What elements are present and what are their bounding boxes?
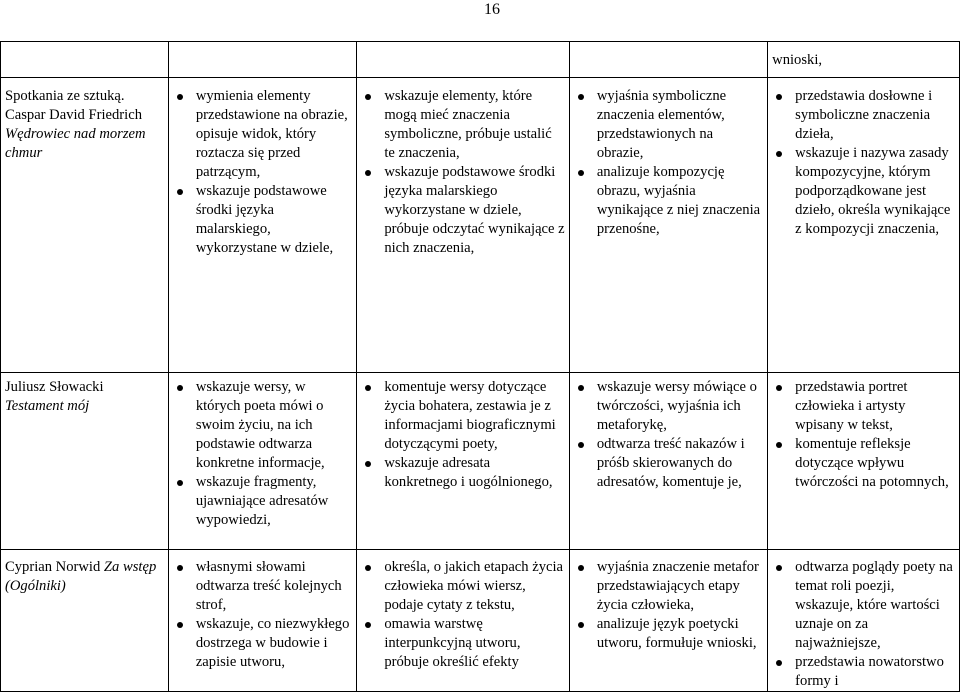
- list-item: wskazuje elementy, które mogą mieć znaczenia symboliczne, próbuje ustalić te znaczenia,: [361, 87, 565, 163]
- work-author: Friedrich: [88, 107, 142, 123]
- table-cell-empty: [357, 42, 570, 78]
- list-item: odtwarza poglądy poety na temat roli poezji, wskazuje, które wartości uznaje on za najważniejsze,: [772, 558, 955, 653]
- requirement-list: [574, 378, 763, 492]
- list-item: wyjaśnia znaczenie metafor przedstawiających etapy życia człowieka,: [574, 558, 763, 615]
- requirement-cell: [569, 78, 767, 373]
- requirement-list: [361, 87, 565, 258]
- list-item: przedstawia dosłowne i symboliczne znaczenia dzieła,: [772, 87, 955, 144]
- list-item: wskazuje adresata konkretnego i uogólnionego,: [361, 454, 565, 492]
- requirement-list: [574, 87, 763, 239]
- work-author-name: Cyprian Norwid: [5, 559, 101, 575]
- continuation-text: wnioski,: [772, 52, 823, 68]
- work-cell: [1, 78, 169, 373]
- requirement-cell: [768, 78, 960, 373]
- table-cell-empty: [569, 42, 767, 78]
- requirement-cell: [768, 550, 960, 692]
- requirement-cell: [168, 550, 357, 692]
- table-row: [1, 550, 960, 692]
- list-item: wskazuje podstawowe środki języka malarskiego, wykorzystane w dziele,: [173, 182, 353, 258]
- page-number: 16: [484, 1, 500, 18]
- work-title: Testament mój: [5, 398, 90, 414]
- work-author: Spotkania ze sztuką.: [5, 88, 125, 104]
- list-item: wyjaśnia symboliczne znaczenia elementów, przedstawionych na obrazie,: [574, 87, 763, 163]
- requirement-list: [772, 558, 955, 691]
- list-item: określa, o jakich etapach życia człowieka mówi wiersz, podaje cytaty z tekstu,: [361, 558, 565, 615]
- list-item: wskazuje fragmenty, ujawniające adresatów wypowiedzi,: [173, 473, 353, 530]
- requirement-list: [772, 378, 955, 492]
- table-cell-empty: [168, 42, 357, 78]
- list-item: omawia warstwę interpunkcyjną utworu, próbuje określić efekty: [361, 615, 565, 672]
- work-author: [5, 559, 119, 575]
- requirement-list: [361, 378, 565, 492]
- requirement-cell: [168, 373, 357, 550]
- requirement-cell: [168, 78, 357, 373]
- requirement-list: [173, 558, 353, 672]
- work-author: Juliusz Słowacki: [5, 379, 104, 395]
- list-item: wskazuje wersy mówiące o twórczości, wyjaśnia ich metaforykę,: [574, 378, 763, 435]
- list-item: wskazuje wersy, w których poeta mówi o swoim życiu, na ich podstawie odtwarza konkretne informacje,: [173, 378, 353, 473]
- requirement-cell: [569, 373, 767, 550]
- table-row: [1, 78, 960, 373]
- work-title: morzem chmur: [5, 126, 146, 161]
- requirement-list: [772, 87, 955, 239]
- list-item: wskazuje podstawowe środki języka malarskiego wykorzystane w dziele, próbuje odczytać wynikające z nich znaczenia,: [361, 163, 565, 258]
- work-author: Caspar David: [5, 107, 85, 123]
- requirement-list: [361, 558, 565, 672]
- requirement-list: [173, 378, 353, 530]
- work-title: wstęp (Ogólniki): [5, 559, 157, 594]
- requirement-cell: [357, 550, 570, 692]
- list-item: analizuje język poetycki utworu, formułuje wnioski,: [574, 615, 763, 653]
- list-item: własnymi słowami odtwarza treść kolejnych strof,: [173, 558, 353, 615]
- list-item: przedstawia portret człowieka i artysty wpisany w tekst,: [772, 378, 955, 435]
- list-item: komentuje refleksje dotyczące wpływu twórczości na potomnych,: [772, 435, 955, 492]
- work-cell: [1, 550, 169, 692]
- requirement-cell: [569, 550, 767, 692]
- work-title-start: Za: [103, 559, 120, 575]
- list-item: wskazuje i nazywa zasady kompozycyjne, którym podporządkowane jest dzieło, określa wynikające z kompozycji znaczenia,: [772, 144, 955, 239]
- requirements-table: [0, 41, 960, 692]
- requirement-cell: [357, 373, 570, 550]
- list-item: przedstawia nowatorstwo formy i: [772, 653, 955, 691]
- table-cell-empty: [1, 42, 169, 78]
- list-item: wymienia elementy przedstawione na obrazie, opisuje widok, który roztacza się przed patrzącym,: [173, 87, 353, 182]
- work-cell: [1, 373, 169, 550]
- table-cell-continuation: [768, 42, 960, 78]
- list-item: wskazuje, co niezwykłego dostrzega w budowie i zapisie utworu,: [173, 615, 353, 672]
- table-row-continuation: [1, 42, 960, 78]
- list-item: odtwarza treść nakazów i próśb skierowanych do adresatów, komentuje je,: [574, 435, 763, 492]
- requirement-cell: [357, 78, 570, 373]
- requirement-cell: [768, 373, 960, 550]
- table-row: [1, 373, 960, 550]
- requirement-list: [173, 87, 353, 258]
- work-title: Wędrowiec nad: [5, 126, 96, 142]
- list-item: komentuje wersy dotyczące życia bohatera, zestawia je z informacjami biograficznymi dotyczącymi poety,: [361, 378, 565, 454]
- requirement-list: [574, 558, 763, 653]
- list-item: analizuje kompozycję obrazu, wyjaśnia wynikające z niej znaczenia przenośne,: [574, 163, 763, 239]
